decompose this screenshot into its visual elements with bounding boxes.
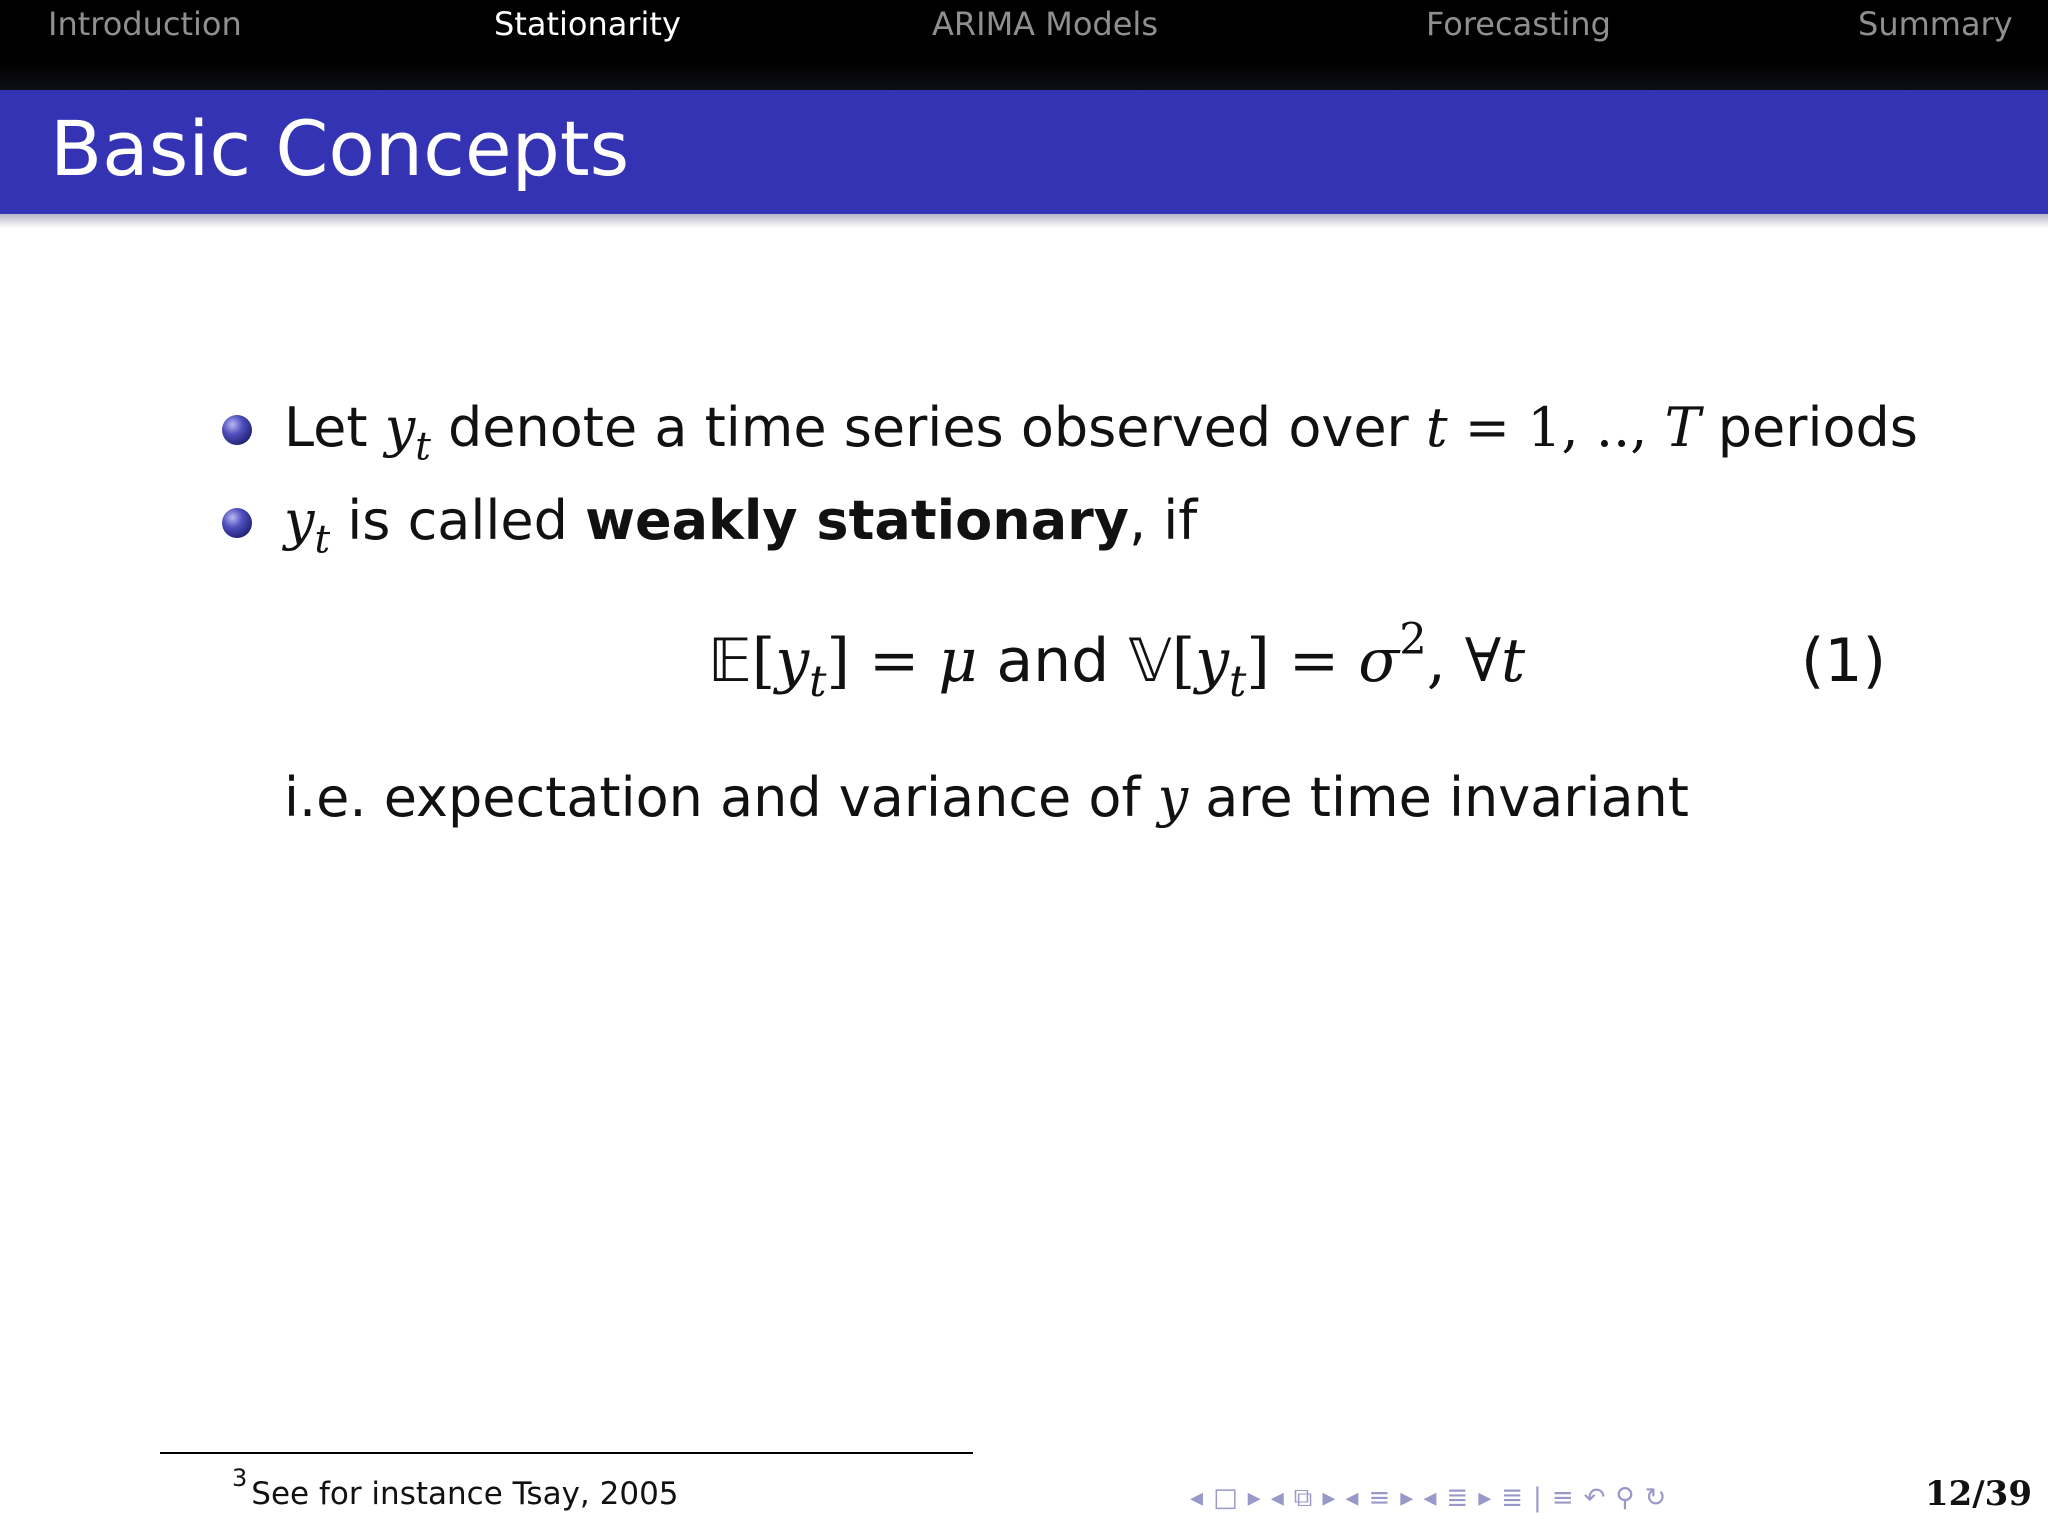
forward-icon[interactable]: ↻ bbox=[1644, 1483, 1667, 1513]
prev-frame-arrow-icon[interactable]: ◂ bbox=[1190, 1483, 1204, 1513]
title-bar-shadow bbox=[0, 214, 2048, 228]
equals: = bbox=[1269, 626, 1359, 696]
section-navigation-bar bbox=[0, 0, 2048, 90]
prev-section-arrow-icon[interactable]: ◂ bbox=[1345, 1483, 1359, 1513]
text: i.e. expectation and variance of bbox=[284, 766, 1158, 829]
variance-symbol: 𝕍 bbox=[1128, 626, 1172, 696]
bullet-icon bbox=[222, 508, 252, 538]
math-t: t bbox=[1425, 396, 1448, 459]
equals: = bbox=[849, 626, 939, 696]
explanation-text bbox=[284, 766, 1689, 830]
prev-part-arrow-icon[interactable]: ◂ bbox=[1423, 1483, 1437, 1513]
appendix-icon[interactable]: ≣ bbox=[1501, 1483, 1524, 1513]
text: , if bbox=[1128, 489, 1198, 552]
next-frame-arrow-icon[interactable]: ▸ bbox=[1247, 1483, 1261, 1513]
math-range: = 1, .., bbox=[1447, 396, 1665, 459]
footnote-rule bbox=[160, 1452, 973, 1454]
math-y: y bbox=[284, 489, 315, 552]
separator-icon: | bbox=[1533, 1483, 1542, 1513]
math-y: y bbox=[1157, 766, 1189, 829]
next-subsection-arrow-icon[interactable]: ▸ bbox=[1322, 1483, 1336, 1513]
equation-1 bbox=[708, 615, 1526, 708]
section-icon[interactable]: ≡ bbox=[1368, 1483, 1391, 1513]
text: periods bbox=[1700, 396, 1918, 459]
bracket: [ bbox=[1171, 626, 1196, 696]
bold-term: weakly stationary bbox=[585, 489, 1129, 552]
nav-section-summary[interactable]: Summary bbox=[1858, 5, 2013, 43]
math-y: y bbox=[775, 626, 810, 696]
bracket: [ bbox=[751, 626, 776, 696]
math-subscript: t bbox=[809, 657, 827, 708]
math-t: t bbox=[1501, 626, 1526, 696]
text-and: and bbox=[977, 626, 1129, 696]
text: is called bbox=[330, 489, 586, 552]
bullet-text-2 bbox=[284, 489, 1198, 563]
math-subscript: t bbox=[1229, 657, 1247, 708]
navigation-symbols bbox=[1190, 1478, 1666, 1518]
back-icon[interactable]: ↶ bbox=[1583, 1483, 1606, 1513]
equation-number: (1) bbox=[1801, 626, 1886, 696]
text: Let bbox=[284, 396, 385, 459]
math-forall: , ∀ bbox=[1426, 626, 1502, 696]
bullet-text-1 bbox=[284, 396, 1918, 470]
prev-subsection-arrow-icon[interactable]: ◂ bbox=[1270, 1483, 1284, 1513]
math-superscript: 2 bbox=[1399, 615, 1427, 666]
frame-icon[interactable]: □ bbox=[1213, 1483, 1238, 1513]
math-y: y bbox=[384, 396, 416, 459]
nav-section-introduction[interactable]: Introduction bbox=[48, 5, 242, 43]
search-icon[interactable]: ⚲ bbox=[1615, 1483, 1635, 1513]
math-subscript: t bbox=[415, 424, 431, 470]
page-number: 12/39 bbox=[1924, 1474, 2032, 1514]
math-y: y bbox=[1195, 626, 1230, 696]
outline-icon[interactable]: ≡ bbox=[1551, 1483, 1574, 1513]
math-subscript: t bbox=[314, 517, 331, 563]
next-section-arrow-icon[interactable]: ▸ bbox=[1400, 1483, 1414, 1513]
bracket: ] bbox=[826, 626, 850, 696]
text: are time invariant bbox=[1188, 766, 1689, 829]
bullet-icon bbox=[222, 415, 252, 445]
footnote-text: See for instance Tsay, 2005 bbox=[251, 1476, 679, 1512]
nav-section-stationarity[interactable]: Stationarity bbox=[494, 5, 681, 43]
document-icon[interactable]: ≣ bbox=[1446, 1483, 1469, 1513]
math-mu: μ bbox=[938, 626, 978, 696]
footnote-mark: 3 bbox=[232, 1464, 248, 1492]
nav-section-arima-models[interactable]: ARIMA Models bbox=[932, 5, 1158, 43]
text: denote a time series observed over bbox=[430, 396, 1426, 459]
bracket: ] bbox=[1246, 626, 1270, 696]
footnote bbox=[232, 1464, 679, 1518]
frames-stack-icon[interactable]: ⧉ bbox=[1293, 1483, 1313, 1513]
math-sigma: σ bbox=[1358, 626, 1400, 696]
expectation-symbol: 𝔼 bbox=[708, 626, 752, 696]
next-part-arrow-icon[interactable]: ▸ bbox=[1478, 1483, 1492, 1513]
math-T: T bbox=[1664, 396, 1701, 459]
nav-section-forecasting[interactable]: Forecasting bbox=[1426, 5, 1611, 43]
frame-title: Basic Concepts bbox=[50, 104, 630, 193]
